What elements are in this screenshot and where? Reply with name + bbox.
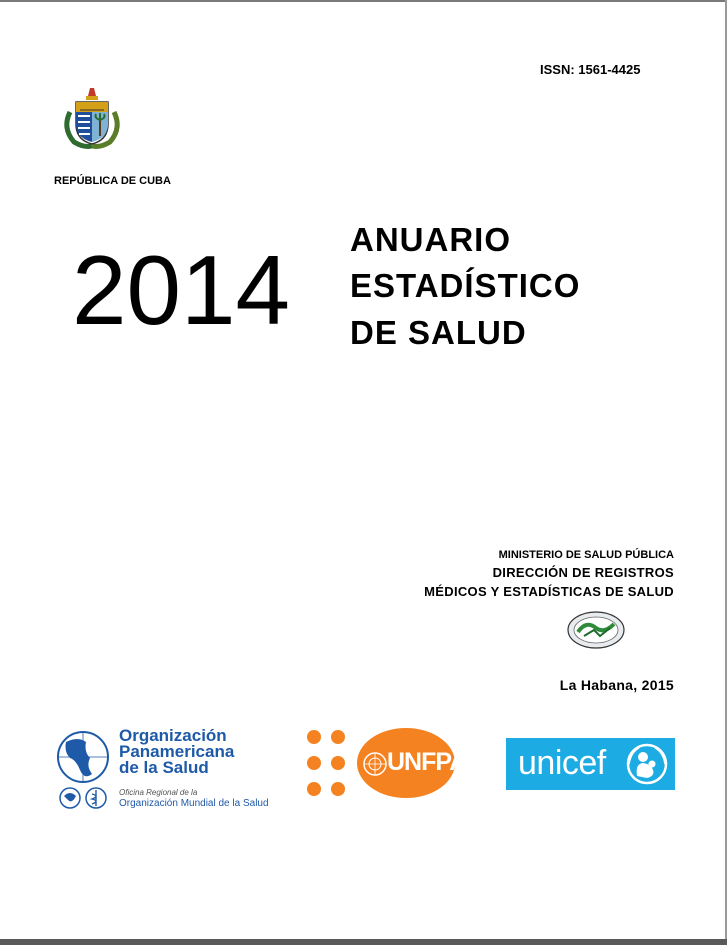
title-line-3: DE SALUD [350,314,527,351]
ops-logo [56,728,276,812]
country-label: REPÚBLICA DE CUBA [54,175,171,187]
ops-subtitle-2: Organización Mundial de la Salud [119,798,269,809]
ops-name: Organización Panamericana de la Salud [119,726,235,777]
title-line-2: ESTADÍSTICO [350,267,581,304]
place-date-label: La Habana, 2015 [559,677,674,693]
ops-subtitle-1: Oficina Regional de la [119,788,198,797]
un-emblem-icon [361,750,389,778]
title-line-1: ANUARIO [350,221,511,258]
unicef-name: unicef [518,744,606,782]
page-top-border [0,0,727,2]
ministry-label: MINISTERIO DE SALUD PÚBLICA [498,549,674,561]
direction-line-2: MÉDICOS Y ESTADÍSTICAS DE SALUD [424,584,674,599]
page-bottom-border [0,939,727,945]
unicef-logo [506,738,675,790]
ops-globe-icon [56,730,114,784]
unfpa-dots-icon [305,728,357,798]
direction-line-1: DIRECCIÓN DE REGISTROS [492,565,674,580]
year-title: 2014 [72,235,291,345]
unicef-mother-child-icon [625,742,669,786]
unfpa-name: UNFPA [387,748,467,776]
who-emblem-icon [58,786,116,810]
issn-label: ISSN: 1561-4425 [540,62,641,77]
dept-registros-logo-icon [566,610,626,650]
cuba-coat-of-arms-icon [60,84,124,150]
unfpa-logo [357,728,467,798]
